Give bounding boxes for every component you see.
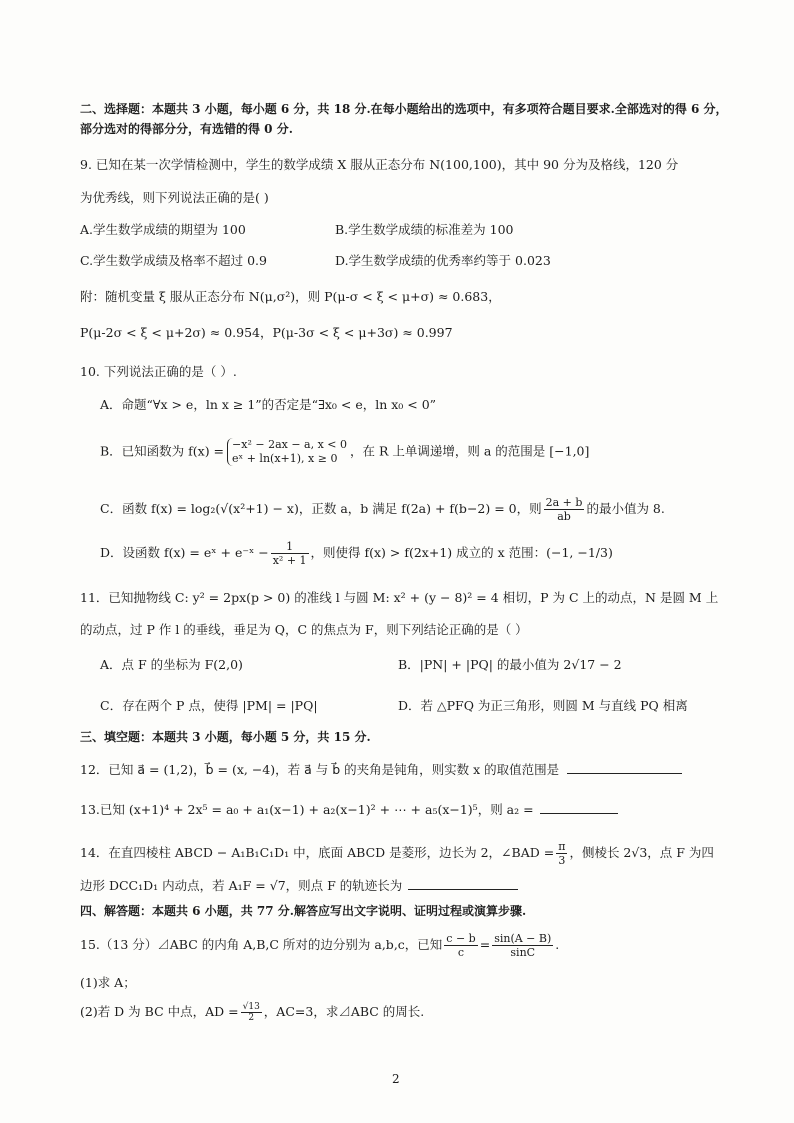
q15-ad-denominator: 2 [248, 1013, 255, 1023]
q15-part2 [80, 1002, 724, 1023]
q11-option-a: A．点 F 的坐标为 F(2,0) [100, 657, 243, 672]
q15-fraction1-numerator: c − b [446, 932, 476, 945]
q14-angle-denominator: 3 [558, 854, 566, 867]
q15-fraction2-numerator: sin(A − B) [494, 932, 552, 945]
q14-line1-post: ，侧棱长 2√3，点 F 为四 [569, 845, 714, 860]
q14-angle-numerator: π [558, 840, 566, 853]
q15-fraction1 [444, 932, 477, 959]
q10-option-c-denominator: ab [557, 510, 571, 523]
q11-option-b: B．|PN| + |PQ| 的最小值为 2√17 − 2 [398, 657, 622, 672]
q15-stem-pre: 15.（13 分）⊿ABC 的内角 A,B,C 所对的边分别为 a,b,c，已知 [80, 937, 443, 952]
q15-stem: 15.（13 分）⊿ABC 的内角 A,B,C 所对的边分别为 a,b,c，已知 $\frac{c - b}{c}$ = $\frac{\sin(A - B)}{\sin C}$ . [80, 932, 560, 959]
q11-options-row2 [100, 696, 724, 715]
q15-part2-post: ，AC=3，求⊿ABC 的周长. [263, 1004, 425, 1019]
q15-fraction2-denominator: sinC [510, 946, 536, 959]
q15-part1: (1)求 A； [80, 975, 136, 990]
q10-option-d [100, 540, 724, 567]
q11-option-c: C．存在两个 P 点，使得 |PM| = |PQ| [100, 698, 318, 713]
q9-note-line2: P(μ-2σ < ξ < μ+2σ) ≈ 0.954，P(μ-3σ < ξ < μ+3σ) ≈ 0.997 [80, 325, 453, 340]
q10-option-c-fraction [544, 496, 585, 523]
q9-option-a: A.学生数学成绩的期望为 100 [80, 222, 246, 237]
q14-line2-text: 边形 DCC₁D₁ 内动点，若 A₁F = √7，则点 F 的轨迹长为 [80, 878, 403, 893]
q13-answer-blank[interactable] [540, 801, 618, 814]
q10-option-b [100, 438, 724, 466]
q15-ad-fraction [241, 1002, 262, 1023]
q10-option-d-numerator: 1 [271, 540, 309, 554]
q10-option-d-pre: D．设函数 f(x) = eˣ + e⁻ˣ − [100, 545, 269, 560]
piecewise-brace [227, 438, 347, 466]
q10-option-c [100, 496, 724, 523]
q13-text: 13.已知 (x+1)⁴ + 2x⁵ = a₀ + a₁(x−1) + a₂(x−1)² + ⋯ + a₅(x−1)⁵，则 a₂ = [80, 802, 534, 817]
q12-text: 12．已知 a⃗ = (1,2)，b⃗ = (x, −4)，若 a⃗ 与 b⃗ 的夹角是钝角，则实数 x 的取值范围是 [80, 762, 560, 777]
page-number: 2 [392, 1072, 400, 1086]
q10-option-d-denominator: x² + 1 [272, 554, 307, 567]
q11-stem-line2: 的动点，过 P 作 l 的垂线，垂足为 Q，C 的焦点为 F，则下列结论正确的是（ ） [80, 622, 528, 637]
q15-part2-pre: (2)若 D 为 BC 中点，AD = [80, 1004, 239, 1019]
q9-option-b: B.学生数学成绩的标准差为 100 [335, 222, 514, 237]
q14-answer-blank[interactable] [408, 877, 518, 890]
section2-header-line2: 部分选对的得部分分，有选错的得 0 分. [80, 122, 293, 136]
q10-option-d-post: ，则使得 f(x) > f(2x+1) 成立的 x 范围：(−1, −1/3) [310, 545, 613, 560]
q12 [80, 760, 724, 779]
q10-option-c-pre: C．函数 f(x) = log₂(√(x²+1) − x)，正数 a，b 满足 f(2a) + f(b−2) = 0，则 [100, 501, 542, 516]
q10-option-c-numerator: 2a + b [545, 496, 583, 509]
q15-fraction1-denominator: c [457, 946, 465, 959]
q10-option-a: A．命题“∀x > e，ln x ≥ 1”的否定是“∃x₀ < e，ln x₀ < 0” [100, 397, 437, 412]
q9-option-d: D.学生数学成绩的优秀率约等于 0.023 [335, 253, 551, 268]
q11-options-row1 [100, 655, 724, 674]
q15-fraction2 [492, 932, 553, 959]
q13 [80, 800, 724, 819]
q9-options-row2 [80, 251, 724, 270]
q10-option-b-post: ，在 R 上单调递增，则 a 的范围是 [−1,0] [350, 443, 590, 459]
section3-header: 三、填空题：本题共 3 小题，每小题 5 分，共 15 分. [80, 730, 371, 744]
q9-stem-line1: 9. 已知在某一次学情检测中，学生的数学成绩 X 服从正态分布 N(100,100)，其中 90 分为及格线，120 分 [80, 157, 679, 172]
q9-options-row1 [80, 220, 724, 239]
q15-ad-numerator: √13 [242, 1002, 260, 1012]
q9-note-line1: 附：随机变量 ξ 服从正态分布 N(μ,σ²)，则 P(μ-σ < ξ < μ+σ) ≈ 0.683， [80, 289, 501, 304]
q11-stem-line1: 11．已知抛物线 C: y² = 2px(p > 0) 的准线 l 与圆 M: x² + (y − 8)² = 4 相切，P 为 C 上的动点，N 是圆 M 上 [80, 590, 719, 605]
q11-option-d: D．若 △PFQ 为正三角形，则圆 M 与直线 PQ 相离 [398, 698, 688, 713]
q10-stem: 10. 下列说法正确的是（ ）. [80, 364, 237, 379]
section2-header-line1: 二、选择题：本题共 3 小题，每小题 6 分，共 18 分.在每小题给出的选项中，有多项符合题目要求.全部选对的得 6 分， [80, 102, 728, 116]
q10-option-c-post: 的最小值为 8. [586, 501, 665, 516]
q9-stem-line2: 为优秀线，则下列说法正确的是( ) [80, 190, 269, 205]
q14-angle-fraction [556, 840, 567, 867]
q15-equals: = [479, 937, 491, 952]
q9-option-c: C.学生数学成绩及格率不超过 0.9 [80, 253, 267, 268]
q14-line1 [80, 840, 724, 867]
q10-option-b-case2: eˣ + ln(x+1), x ≥ 0 [232, 452, 338, 465]
q10-option-d-fraction [271, 540, 309, 567]
q10-option-b-pre: B．已知函数为 f(x) = [100, 443, 225, 459]
q14-line1-pre: 14．在直四棱柱 ABCD − A₁B₁C₁D₁ 中，底面 ABCD 是菱形，边长为 2，∠BAD = [80, 845, 555, 860]
q12-answer-blank[interactable] [567, 761, 682, 774]
q14-line2 [80, 876, 724, 895]
section4-header: 四、解答题：本题共 6 小题，共 77 分.解答应写出文字说明、证明过程或演算步骤. [80, 904, 527, 918]
q10-option-b-case1: −x² − 2ax − a, x < 0 [232, 438, 348, 451]
